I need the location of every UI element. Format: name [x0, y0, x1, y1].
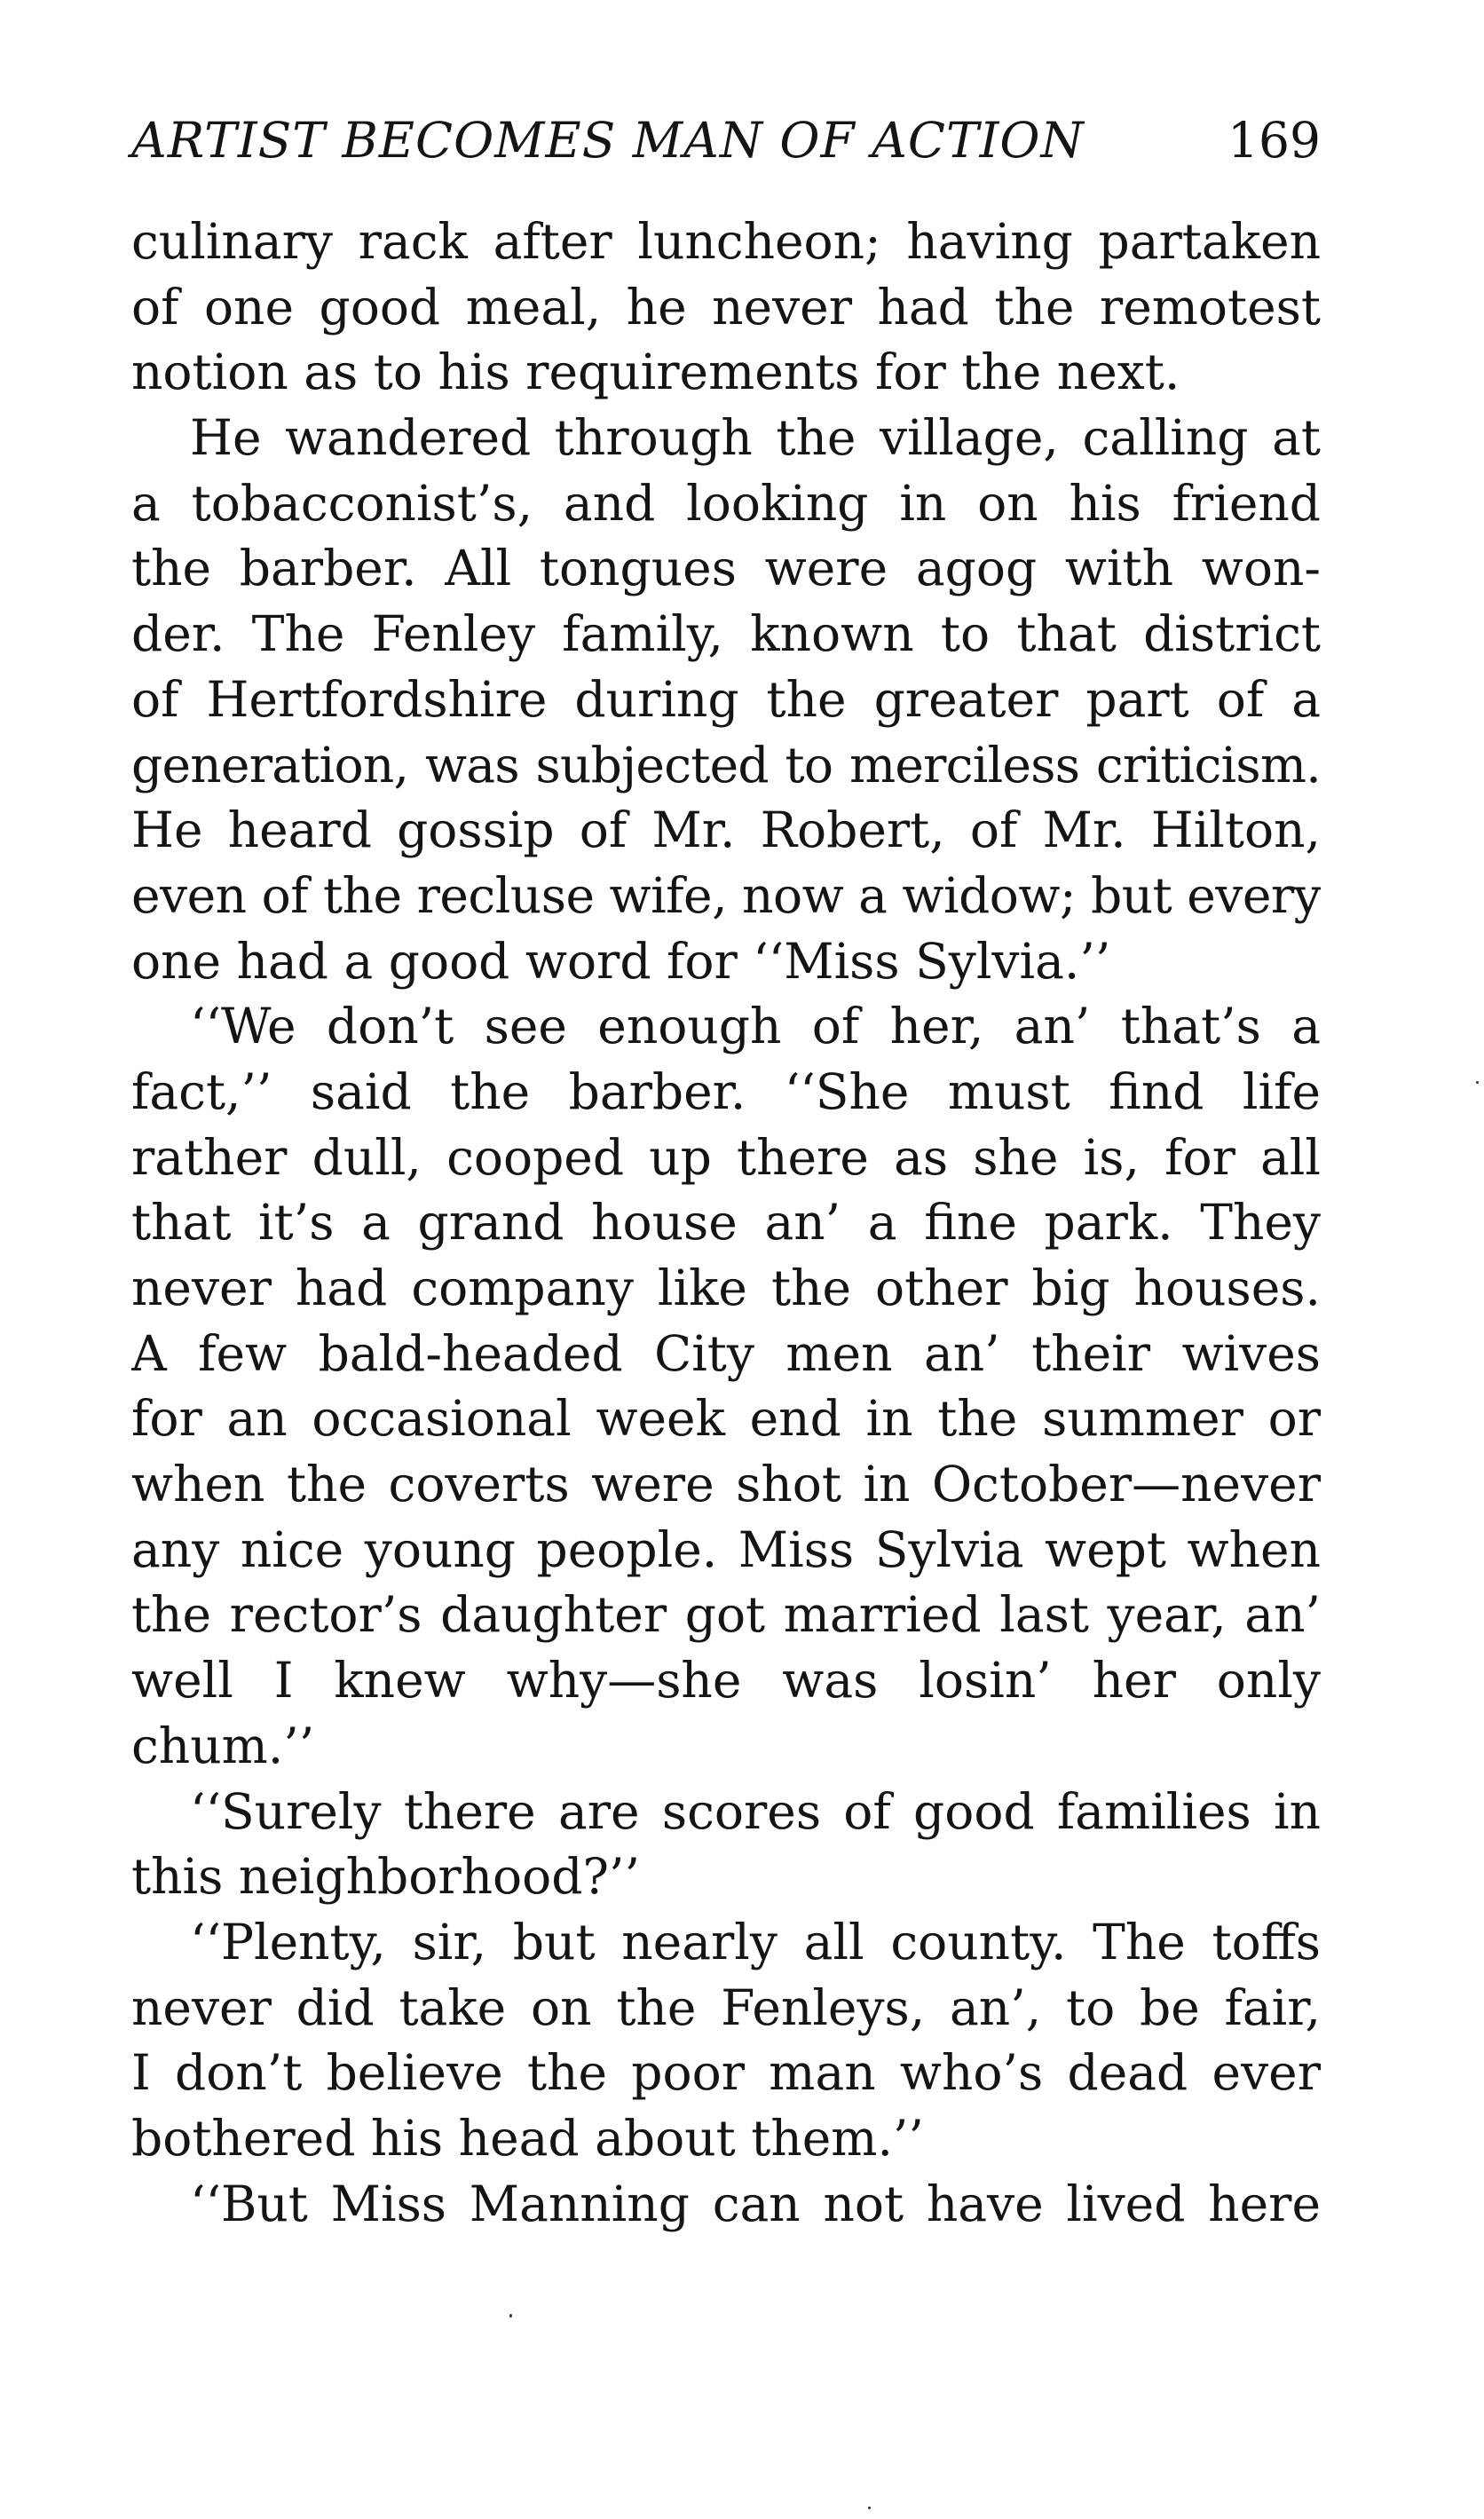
text-line: that it’s a grand house an’ a fine park. They	[131, 1194, 1321, 1252]
print-speck	[1476, 1081, 1479, 1084]
text-line: never did take on the Fenleys, an’, to be fair,	[131, 1978, 1321, 2036]
text-line: He wandered through the village, calling at	[190, 409, 1321, 467]
text-line: even of the recluse wife, now a widow; but every	[131, 866, 1321, 924]
page-number: 169	[1227, 112, 1321, 169]
text-line: for an occasional week end in the summer or	[131, 1390, 1321, 1448]
text-line: fact,’’ said the barber. ‘‘She must find life	[131, 1062, 1321, 1120]
text-line: the rector’s daughter got married last year, an’	[131, 1586, 1321, 1644]
text-line: any nice young people. Miss Sylvia wept when	[131, 1520, 1321, 1578]
text-line: of Hertfordshire during the greater part of a	[131, 670, 1321, 728]
text-line: ‘‘But Miss Manning can not have lived here	[190, 2175, 1321, 2232]
print-speck	[868, 2507, 871, 2509]
text-line: culinary rack after luncheon; having partaken	[131, 213, 1321, 270]
text-line: one had a good word for ‘‘Miss Sylvia.’’	[131, 932, 1111, 990]
text-line: the barber. All tongues were agog with won-	[131, 540, 1321, 597]
text-line: generation, was subjected to merciless criticism.	[131, 736, 1321, 794]
text-line: A few bald-headed City men an’ their wives	[131, 1324, 1321, 1382]
text-line: der. The Fenley family, known to that district	[131, 605, 1321, 663]
text-line: ‘‘Plenty, sir, but nearly all county. The toffs	[190, 1913, 1321, 1970]
text-line: I don’t believe the poor man who’s dead ever	[131, 2044, 1321, 2102]
text-line: when the coverts were shot in October—never	[131, 1456, 1321, 1513]
running-head	[131, 105, 1321, 176]
text-line: this neighborhood?’’	[131, 1848, 640, 1906]
text-line: ‘‘Surely there are scores of good families in	[190, 1782, 1321, 1840]
text-line: never had company like the other big houses.	[131, 1260, 1321, 1316]
text-line: a tobacconist’s, and looking in on his friend	[131, 474, 1321, 532]
print-speck	[509, 2314, 512, 2318]
text-line: ‘‘We don’t see enough of her, an’ that’s a	[190, 998, 1321, 1055]
running-title: ARTIST BECOMES MAN OF ACTION	[131, 112, 1085, 169]
body-text	[131, 209, 1321, 2237]
text-line: notion as to his requirements for the next.	[131, 344, 1180, 401]
text-line: He heard gossip of Mr. Robert, of Mr. Hilton,	[131, 802, 1321, 859]
text-line: rather dull, cooped up there as she is, for all	[131, 1128, 1321, 1186]
text-line: bothered his head about them.’’	[131, 2109, 924, 2167]
text-line: chum.’’	[131, 1717, 315, 1774]
text-line: well I knew why—she was losin’ her only	[131, 1652, 1321, 1710]
text-line: of one good meal, he never had the remotest	[131, 278, 1321, 336]
